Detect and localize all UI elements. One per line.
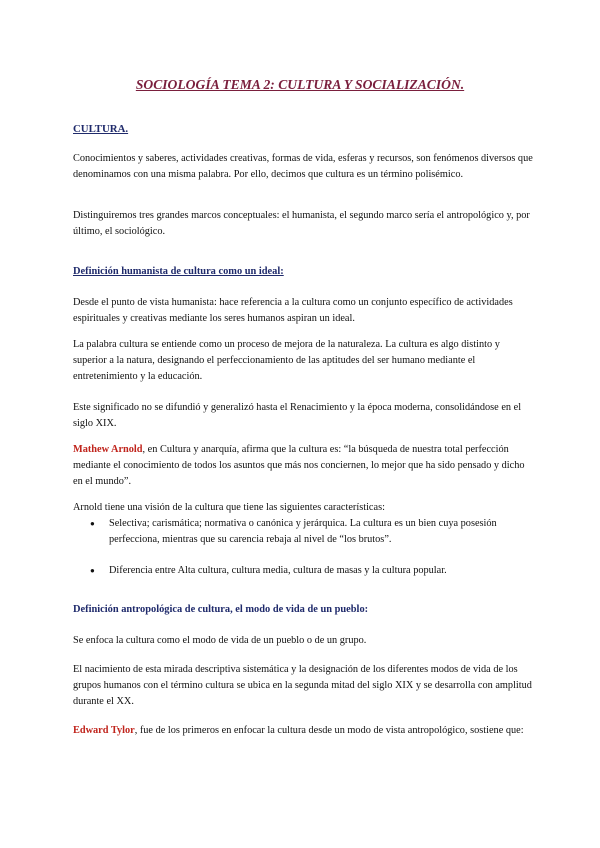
- bullet-icon: ●: [90, 566, 95, 575]
- paragraph-humanista-3: Este significado no se difundió y generalizó hasta el Renacimiento y la época moderna, consolidándose en el siglo XIX.: [73, 402, 522, 429]
- arnold-characteristics-list: [73, 516, 538, 579]
- bullet-icon: ●: [90, 519, 95, 528]
- heading-antropologica: Definición antropológica de cultura, el modo de vida de un pueblo:: [73, 604, 369, 615]
- list-item: [73, 516, 538, 548]
- paragraph-tylor: [73, 723, 535, 739]
- heading-cultura: CULTURA.: [73, 123, 129, 135]
- paragraph-polisemia: Conocimientos y saberes, actividades creativas, formas de vida, esferas y recursos, son fenómenos diversos que denominamos con una misma palabra. Por ello, decimos que cultura es un término polisémico.: [73, 153, 533, 180]
- list-item-text: Diferencia entre Alta cultura, cultura media, cultura de masas y la cultura popular.: [109, 565, 447, 576]
- page-title: SOCIOLOGÍA TEMA 2: CULTURA Y SOCIALIZACIÓN.: [135, 77, 465, 92]
- tylor-text: , fue de los primeros en enfocar la cultura desde un modo de vista antropológico, sostiene que:: [134, 725, 524, 736]
- paragraph-arnold: [73, 442, 535, 490]
- paragraph-arnold-intro: Arnold tiene una visión de la cultura que tiene las siguientes características:: [73, 502, 385, 513]
- paragraph-antropologica-2: El nacimiento de esta mirada descriptiva sistemática y la designación de los diferentes modos de vida de los grupos humanos con el término cultura se ubica en la segunda mitad del siglo XIX y se desarrolla con amplitud durante el XX.: [73, 664, 532, 707]
- paragraph-antropologica-1: Se enfoca la cultura como el modo de vida de un pueblo o de un grupo.: [73, 635, 367, 646]
- author-name-tylor: Edward Tylor: [73, 725, 135, 736]
- arnold-quote: , en Cultura y anarquía, afirma que la cultura es: “la búsqueda de nuestra total perfección mediante el conocimiento de todos los asuntos que más nos conciernen, lo mejor que ha sido pensado y dicho en el mundo”.: [73, 444, 525, 487]
- paragraph-marcos: Distinguiremos tres grandes marcos conceptuales: el humanista, el segundo marco sería el antropológico y, por último, el sociológico.: [73, 210, 530, 237]
- paragraph-humanista-2: La palabra cultura se entiende como un proceso de mejora de la naturaleza. La cultura es algo distinto y superior a la natura, designando el perfeccionamiento de las aptitudes del ser humano mediante el entretenimiento y la educación.: [73, 339, 500, 382]
- list-item: [73, 563, 538, 579]
- heading-humanista: Definición humanista de cultura como un ideal:: [73, 266, 284, 277]
- paragraph-humanista-1: Desde el punto de vista humanista: hace referencia a la cultura como un conjunto específico de actividades espirituales y creativas mediante los seres humanos aspiran un ideal.: [73, 297, 513, 324]
- list-item-text: Selectiva; carismática; normativa o canónica y jerárquica. La cultura es un bien cuya posesión perfecciona, mientras que su carencia rebaja al nivel de “los brutos”.: [109, 518, 497, 545]
- author-name-arnold: Mathew Arnold: [73, 444, 143, 455]
